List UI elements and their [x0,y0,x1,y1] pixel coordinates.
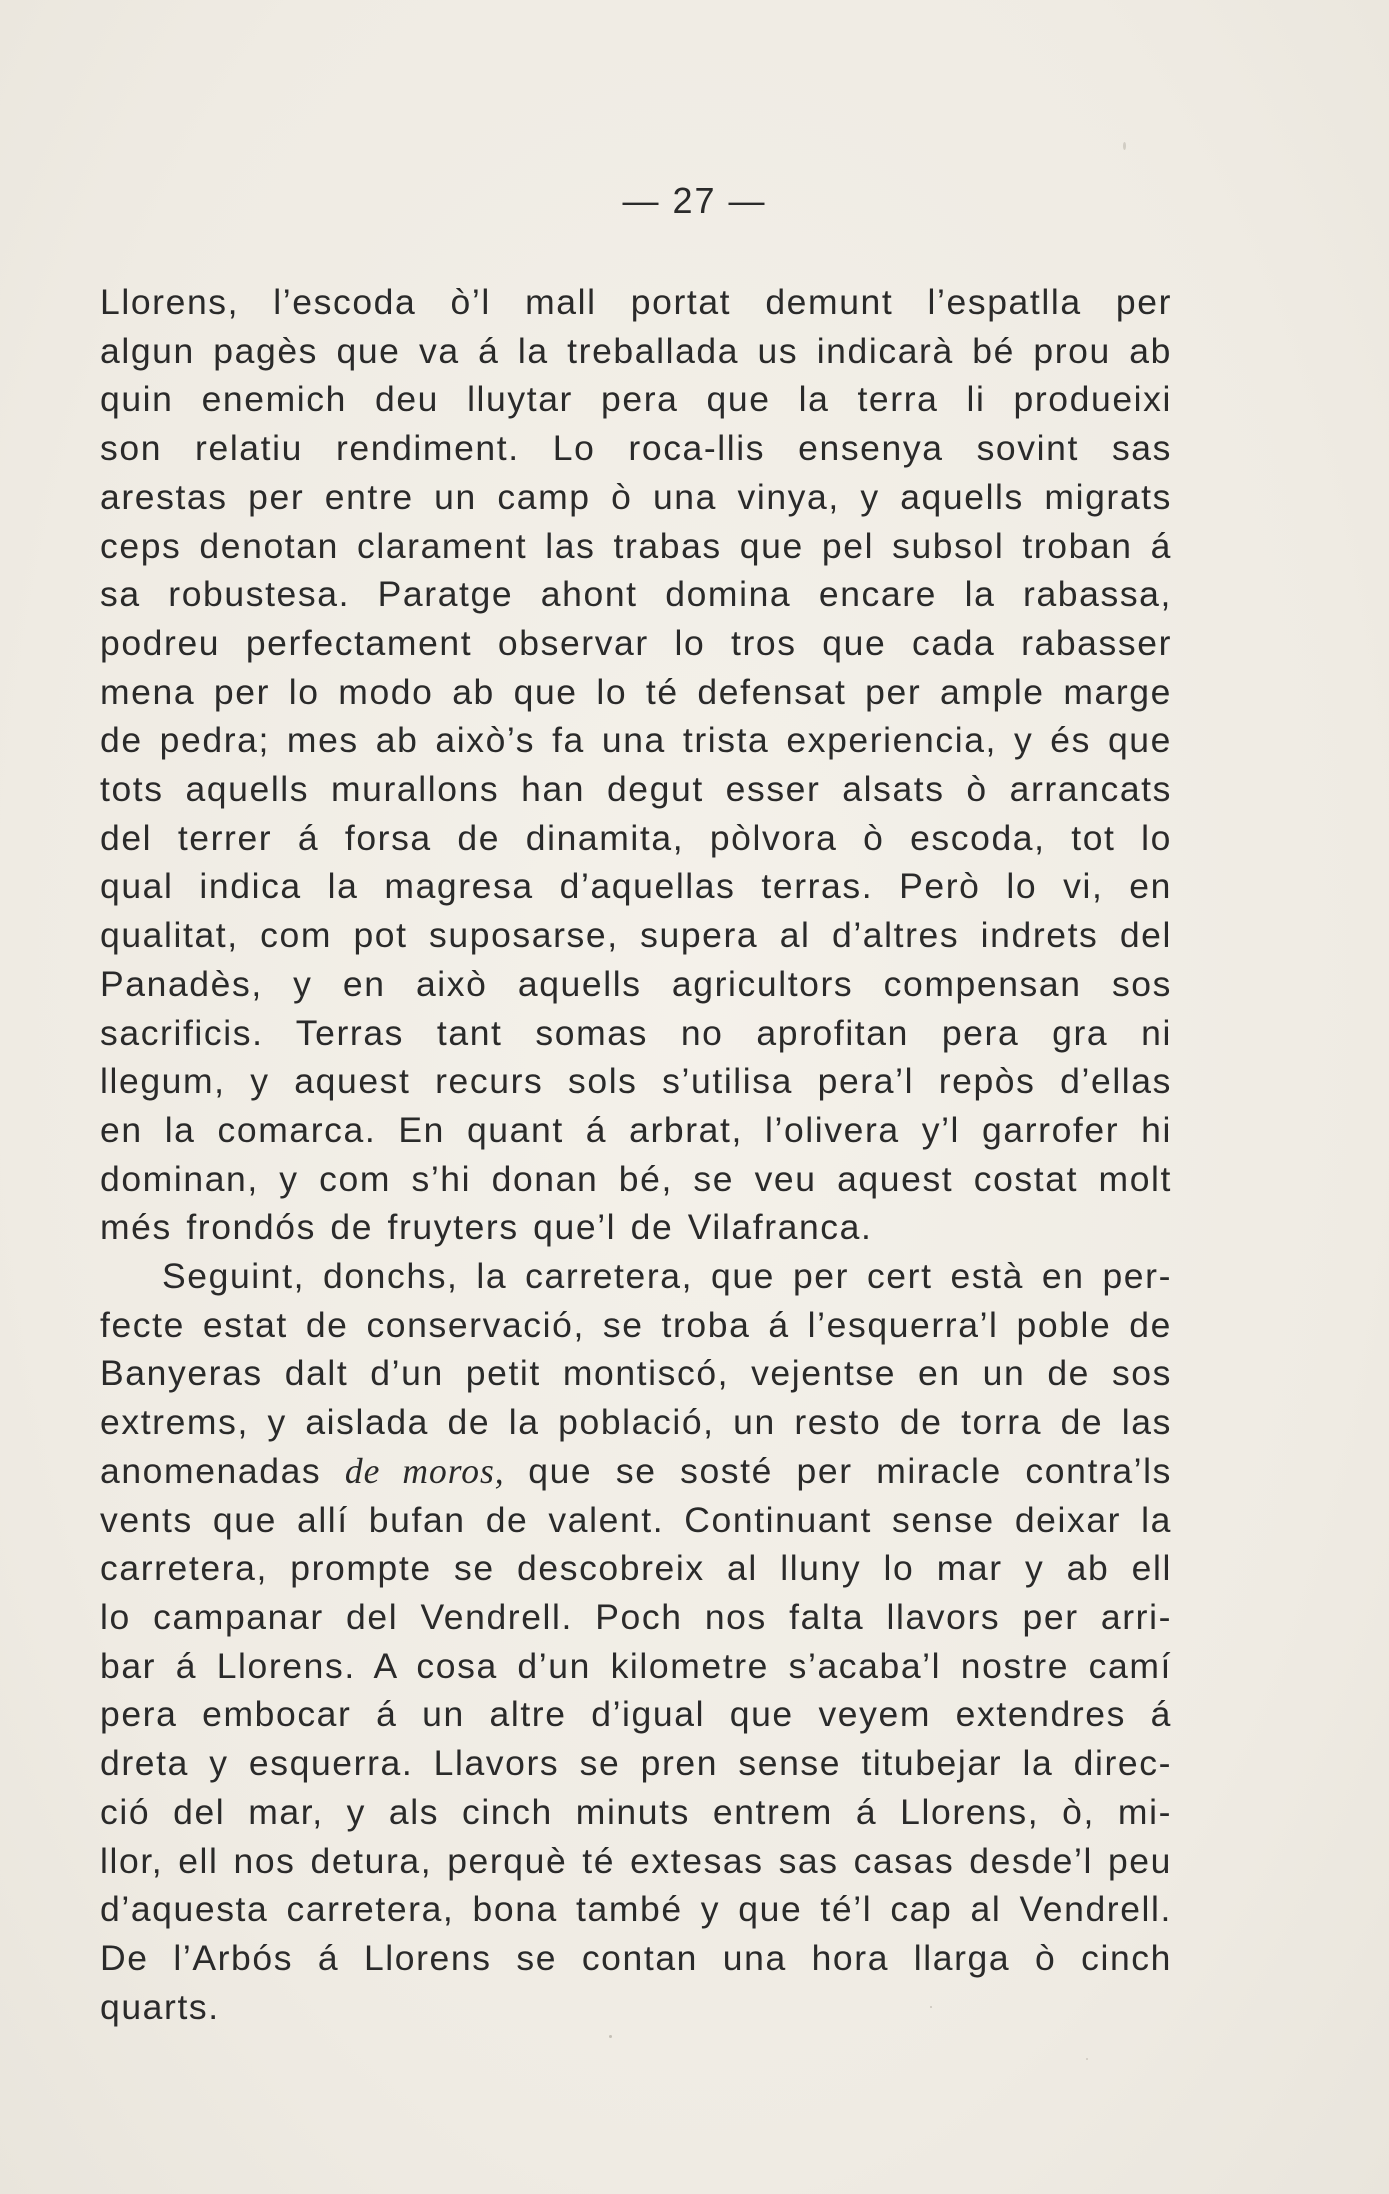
text-line: Panadès, y en això aquells agricultors compensan sos [100,963,1172,1004]
text-line: vents que allí bufan de valent. Continuant sense deixar la [100,1499,1172,1540]
text-line: Seguint, donchs, la carretera, que per cert està en per- [162,1256,1172,1297]
text-line: qual indica la magresa d’aquellas terras. Però lo vi, en [100,866,1172,907]
paper-speck [930,2006,932,2008]
paper-speck [609,2035,612,2038]
italic-phrase: de moros, [344,1450,505,1491]
text-segment: anomenadas [100,1450,345,1491]
text-line: arestas per entre un camp ò una vinya, y aquells migrats [100,476,1172,517]
text-line: algun pagès que va á la treballada us indicarà bé prou ab [100,330,1172,371]
text-line: bar á Llorens. A cosa d’un kilometre s’acaba’l nostre camí [100,1645,1172,1686]
text-segment: que se sosté per miracle contra’ls [504,1450,1172,1491]
text-line: Banyeras dalt d’un petit montiscó, vejentse en un de sos [100,1353,1172,1394]
text-line-with-italic [100,1447,1172,1496]
text-line: pera embocar á un altre d’igual que veyem extendres á [100,1694,1172,1735]
text-line: quin enemich deu lluytar pera que la terra li produeixi [100,379,1172,420]
paper-speck [1123,142,1126,150]
text-line: llor, ell nos detura, perquè té extesas sas casas desde’l peu [100,1840,1172,1881]
text-line: son relatiu rendiment. Lo roca-llis ensenya sovint sas [100,428,1172,469]
text-line: lo campanar del Vendrell. Poch nos falta llavors per arri- [100,1596,1172,1637]
text-line: més frondós de fruyters que’l de Vilafranca. [100,1207,873,1248]
text-line: podreu perfectament observar lo tros que cada rabasser [100,622,1172,663]
text-line: en la comarca. En quant á arbrat, l’olivera y’l garrofer hi [100,1109,1172,1150]
text-line: tots aquells murallons han degut esser alsats ò arrancats [100,769,1172,810]
text-line: qualitat, com pot suposarse, supera al d’altres indrets del [100,915,1172,956]
text-line: llegum, y aquest recurs sols s’utilisa pera’l repòs d’ellas [100,1061,1172,1102]
text-line: fecte estat de conservació, se troba á l’esquerra’l poble de [100,1304,1172,1345]
text-line: ció del mar, y als cinch minuts entrem á Llorens, ò, mi- [100,1791,1172,1832]
text-line: del terrer á forsa de dinamita, pòlvora ò escoda, tot lo [100,817,1172,858]
text-line: extrems, y aislada de la població, un resto de torra de las [100,1402,1172,1443]
text-line: Llorens, l’escoda ò’l mall portat demunt l’espatlla per [100,282,1172,322]
text-line: dominan, y com s’hi donan bé, se veu aquest costat molt [100,1158,1172,1199]
text-line: dreta y esquerra. Llavors se pren sense titubejar la direc- [100,1743,1172,1784]
text-line: d’aquesta carretera, bona també y que té’l cap al Vendrell. [100,1889,1172,1930]
paper-speck [1086,2058,1088,2060]
text-line: quarts. [100,1986,220,2027]
text-line: ceps denotan clarament las trabas que pel subsol troban á [100,525,1172,566]
text-line: sa robustesa. Paratge ahont domina encare la rabassa, [100,574,1172,615]
text-line: de pedra; mes ab això’s fa una trista experiencia, y és que [100,720,1172,761]
text-line: mena per lo modo ab que lo té defensat per ample marge [100,671,1172,712]
page-number: — 27 — [622,180,767,221]
text-line: De l’Arbós á Llorens se contan una hora llarga ò cinch [100,1937,1172,1978]
body-text [100,278,1172,2031]
text-line: sacrificis. Terras tant somas no aprofitan pera gra ni [100,1012,1172,1053]
text-line: carretera, prompte se descobreix al lluny lo mar y ab ell [100,1548,1172,1589]
